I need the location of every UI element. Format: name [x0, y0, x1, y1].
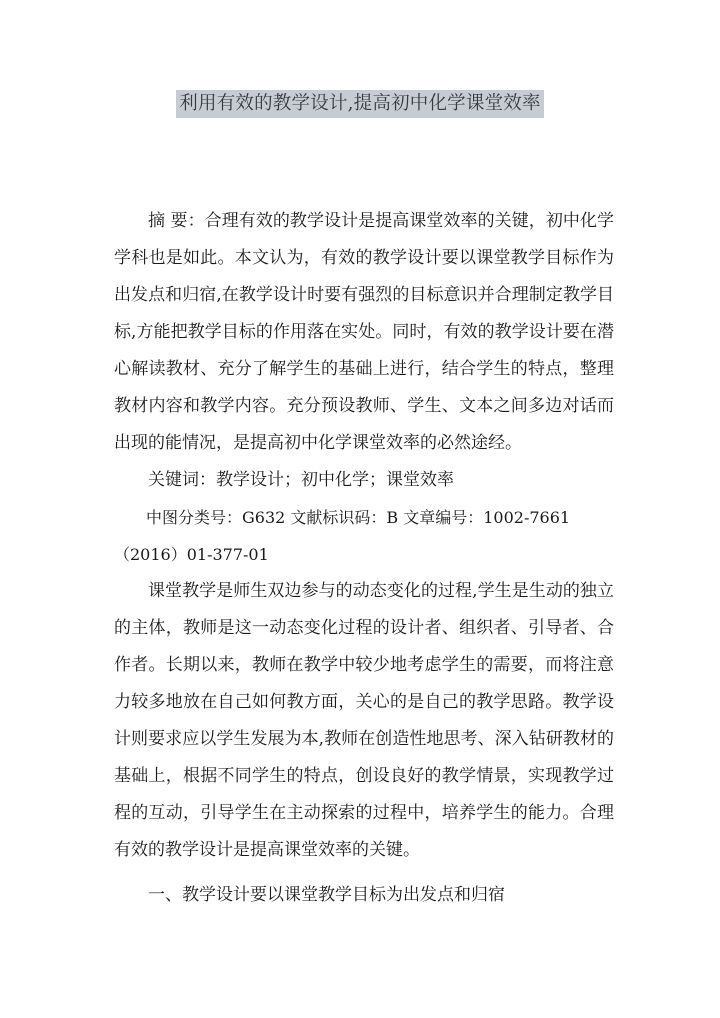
document-title: 利用有效的教学设计,提高初中化学课堂效率 [176, 90, 543, 118]
section-heading-1: 一、教学设计要以课堂教学目标为出发点和归宿 [148, 885, 505, 905]
classification-line-2: （2016）01-377-01 [114, 545, 269, 564]
abstract-label: 摘 要： [148, 211, 205, 231]
classification-line-2-wrap [114, 536, 614, 573]
abstract-paragraph [114, 203, 614, 462]
title-container [0, 90, 720, 118]
body-paragraph-1: 课堂教学是师生双边参与的动态变化的过程,学生是生动的独立的主体，教师是这一动态变化过程的设计者、组织者、引导者、合作者。长期以来，教师在教学中较少地考虑学生的需要，而将注意力较多地放在自己如何教方面，关心的是自己的教学思路。教学设计则要求应以学生发展为本,教师在创造性地思考、深入钻研教材的基础上，根据不同学生的特点，创设良好的教学情景，实现教学过程的互动，引导学生在主动探索的过程中，培养学生的能力。合理有效的教学设计是提高课堂效率的关键。 [114, 581, 614, 860]
classification-line-1: 中图分类号：G632 文献标识码：B 文章编号：1002-7661 [146, 508, 571, 527]
document-body [114, 203, 614, 914]
keywords-line: 关键词：教学设计；初中化学；课堂效率 [148, 470, 454, 490]
classification-line [114, 499, 614, 536]
abstract-text: 合理有效的教学设计是提高课堂效率的关键，初中化学学科也是如此。本文认为，有效的教学设计要以课堂教学目标作为出发点和归宿,在教学设计时要有强烈的目标意识并合理制定教学目标,方能把教学目标的作用落在实处。同时，有效的教学设计要在潜心解读教材、充分了解学生的基础上进行，结合学生的特点，整理教材内容和教学内容。充分预设教师、学生、文本之间多边对话而出现的能情况，是提高初中化学课堂效率的必然途经。 [114, 211, 614, 453]
